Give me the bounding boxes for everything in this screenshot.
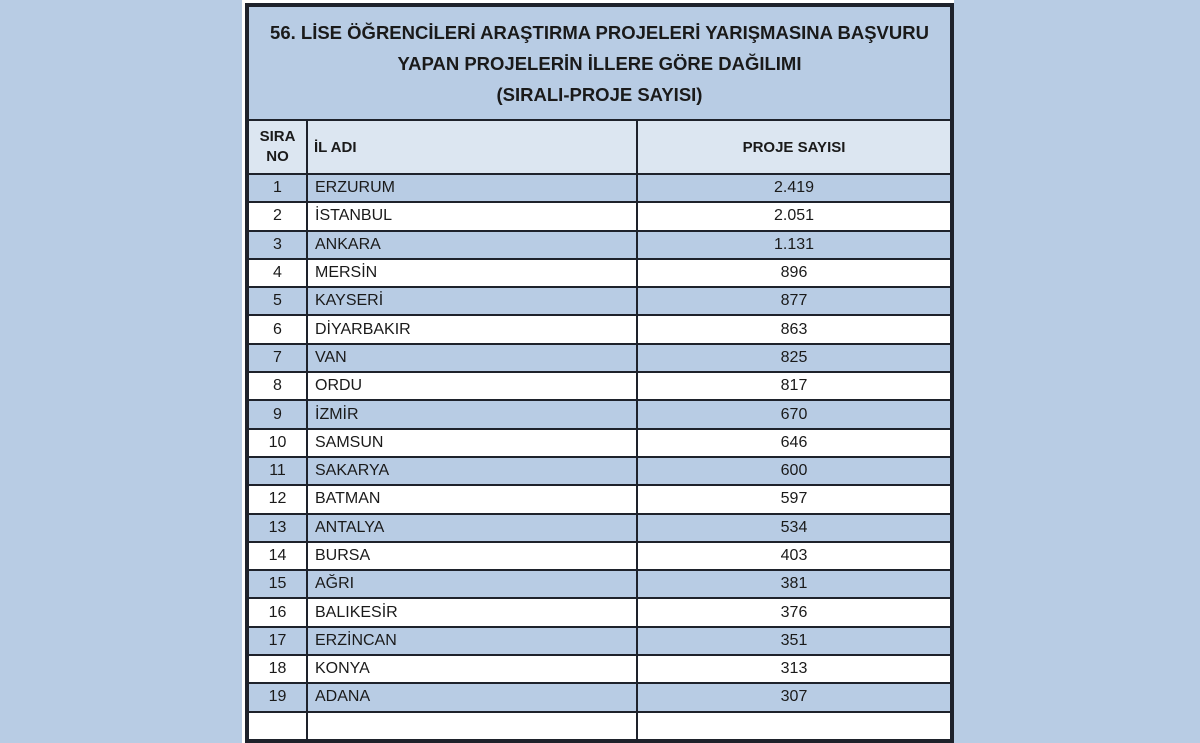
column-header-row xyxy=(247,120,952,174)
province-name-cell: ANTALYA xyxy=(307,514,637,542)
province-name-cell: BATMAN xyxy=(307,485,637,513)
province-name-cell xyxy=(307,712,637,741)
project-count-cell: 313 xyxy=(637,655,952,683)
table-row xyxy=(247,287,952,315)
project-count-cell: 1.131 xyxy=(637,231,952,259)
project-count-cell: 403 xyxy=(637,542,952,570)
title-line-1: 56. LİSE ÖĞRENCİLERİ ARAŞTIRMA PROJELERİ YARIŞMASINA BAŞVURU xyxy=(270,21,929,43)
table-row xyxy=(247,598,952,626)
row-number-cell: 2 xyxy=(247,202,307,230)
project-count-cell: 670 xyxy=(637,400,952,428)
project-count-cell: 2.051 xyxy=(637,202,952,230)
table-row xyxy=(247,400,952,428)
row-number-cell: 18 xyxy=(247,655,307,683)
project-count-cell: 817 xyxy=(637,372,952,400)
province-name-cell: ANKARA xyxy=(307,231,637,259)
project-count-cell: 896 xyxy=(637,259,952,287)
project-count-cell: 646 xyxy=(637,429,952,457)
title-line-3: (SIRALI-PROJE SAYISI) xyxy=(496,83,703,105)
row-number-cell: 11 xyxy=(247,457,307,485)
province-name-cell: ADANA xyxy=(307,683,637,711)
column-header-sira-no: SIRA NO xyxy=(247,120,307,174)
table-body xyxy=(247,174,952,741)
table-row xyxy=(247,457,952,485)
table-row xyxy=(247,683,952,711)
column-header-proje-sayisi: PROJE SAYISI xyxy=(637,120,952,174)
table-row xyxy=(247,570,952,598)
row-number-cell: 6 xyxy=(247,315,307,343)
province-name-cell: BURSA xyxy=(307,542,637,570)
row-number-cell: 19 xyxy=(247,683,307,711)
table-row xyxy=(247,231,952,259)
project-count-cell xyxy=(637,712,952,741)
table-row xyxy=(247,655,952,683)
province-name-cell: İZMİR xyxy=(307,400,637,428)
row-number-cell: 13 xyxy=(247,514,307,542)
row-number-cell xyxy=(247,712,307,741)
table-row xyxy=(247,202,952,230)
project-count-cell: 597 xyxy=(637,485,952,513)
project-count-cell: 877 xyxy=(637,287,952,315)
project-count-cell: 376 xyxy=(637,598,952,626)
row-number-cell: 1 xyxy=(247,174,307,202)
province-name-cell: ERZİNCAN xyxy=(307,627,637,655)
table-row xyxy=(247,429,952,457)
row-number-cell: 15 xyxy=(247,570,307,598)
row-number-cell: 14 xyxy=(247,542,307,570)
row-number-cell: 4 xyxy=(247,259,307,287)
project-count-cell: 2.419 xyxy=(637,174,952,202)
title-row xyxy=(247,5,952,120)
row-number-cell: 16 xyxy=(247,598,307,626)
table-row xyxy=(247,344,952,372)
table-row xyxy=(247,485,952,513)
project-count-cell: 825 xyxy=(637,344,952,372)
province-name-cell: MERSİN xyxy=(307,259,637,287)
province-name-cell: KONYA xyxy=(307,655,637,683)
row-number-cell: 7 xyxy=(247,344,307,372)
province-name-cell: SAKARYA xyxy=(307,457,637,485)
row-number-cell: 9 xyxy=(247,400,307,428)
province-name-cell: BALIKESİR xyxy=(307,598,637,626)
table-row xyxy=(247,372,952,400)
row-number-cell: 17 xyxy=(247,627,307,655)
table-row xyxy=(247,315,952,343)
project-count-cell: 534 xyxy=(637,514,952,542)
table-row xyxy=(247,542,952,570)
project-count-cell: 381 xyxy=(637,570,952,598)
project-count-cell: 351 xyxy=(637,627,952,655)
table-row xyxy=(247,514,952,542)
province-name-cell: VAN xyxy=(307,344,637,372)
table-row xyxy=(247,174,952,202)
row-number-cell: 8 xyxy=(247,372,307,400)
title-line-2: YAPAN PROJELERİN İLLERE GÖRE DAĞILIMI xyxy=(397,52,802,74)
project-count-cell: 307 xyxy=(637,683,952,711)
project-count-cell: 863 xyxy=(637,315,952,343)
row-number-cell: 12 xyxy=(247,485,307,513)
province-name-cell: KAYSERİ xyxy=(307,287,637,315)
row-number-cell: 5 xyxy=(247,287,307,315)
table-row xyxy=(247,259,952,287)
province-name-cell: SAMSUN xyxy=(307,429,637,457)
projects-by-province-table xyxy=(245,3,954,743)
province-name-cell: ORDU xyxy=(307,372,637,400)
province-name-cell: İSTANBUL xyxy=(307,202,637,230)
projects-table-sheet xyxy=(242,0,954,743)
province-name-cell: AĞRI xyxy=(307,570,637,598)
project-count-cell: 600 xyxy=(637,457,952,485)
table-row xyxy=(247,627,952,655)
table-title xyxy=(247,5,952,120)
table-row-partial xyxy=(247,712,952,741)
row-number-cell: 10 xyxy=(247,429,307,457)
province-name-cell: DİYARBAKIR xyxy=(307,315,637,343)
column-header-il-adi: İL ADI xyxy=(307,120,637,174)
row-number-cell: 3 xyxy=(247,231,307,259)
province-name-cell: ERZURUM xyxy=(307,174,637,202)
